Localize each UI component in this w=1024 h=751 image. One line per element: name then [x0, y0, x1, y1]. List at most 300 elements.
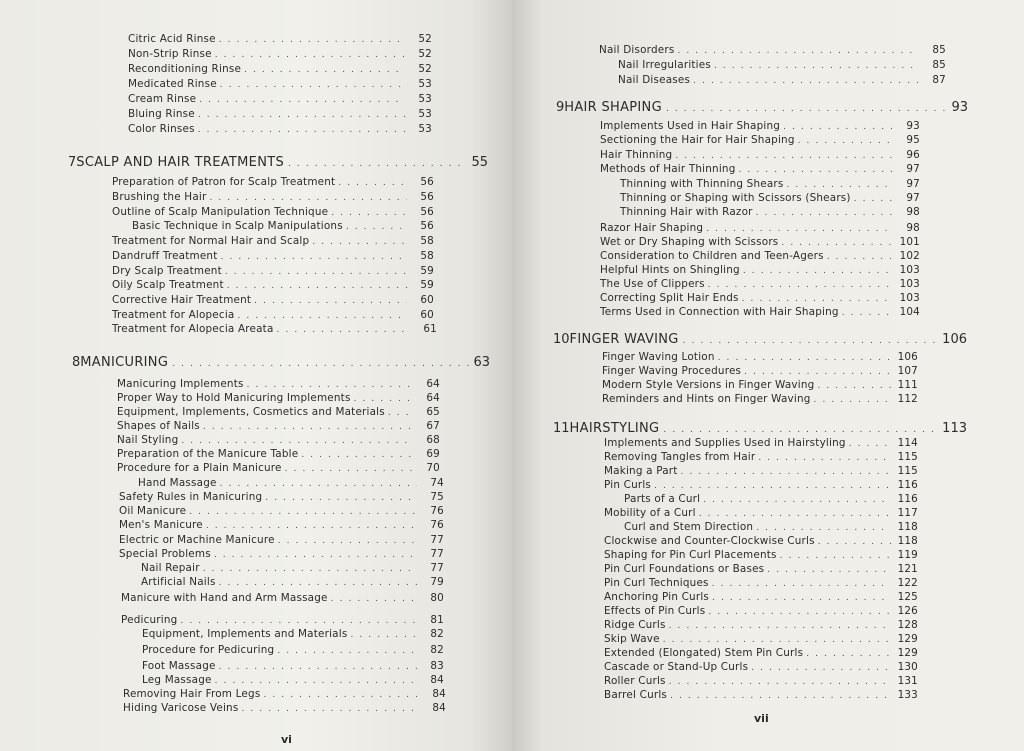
- toc-entry: [604, 451, 918, 465]
- entry-title: Shapes of Nails: [117, 420, 200, 432]
- entry-title: Procedure for Pedicuring: [142, 644, 275, 656]
- entry-title: Thinning or Shaping with Scissors (Shears): [620, 192, 851, 204]
- dot-leader: [780, 550, 891, 563]
- entry-title: Electric or Machine Manicure: [119, 534, 275, 546]
- dot-leader: [254, 295, 407, 308]
- entry-title: Pedicuring: [121, 614, 178, 626]
- entry-title: Preparation of Patron for Scalp Treatment: [112, 176, 336, 188]
- entry-title: Procedure for a Plain Manicure: [117, 462, 282, 474]
- dot-leader: [346, 221, 407, 234]
- entry-title: Hiding Varicose Veins: [123, 702, 239, 714]
- dot-leader: [338, 177, 407, 190]
- entry-page: 98: [906, 222, 920, 234]
- entry-title: Corrective Hair Treatment: [112, 294, 252, 306]
- entry-title: Modern Style Versions in Finger Waving: [602, 379, 815, 391]
- chapter-title: SCALP AND HAIR TREATMENTS: [76, 155, 285, 170]
- toc-entry: [600, 120, 920, 134]
- entry-page: 116: [897, 479, 918, 491]
- entry-page: 69: [426, 448, 440, 460]
- entry-page: 64: [426, 378, 440, 390]
- entry-page: 117: [897, 507, 918, 519]
- toc-entry: [121, 614, 444, 628]
- dot-leader: [669, 620, 891, 633]
- entry-page: 97: [906, 178, 920, 190]
- chapter-title: FINGER WAVING: [569, 332, 679, 347]
- entry-page: 97: [906, 192, 920, 204]
- dot-leader: [203, 421, 413, 434]
- dot-leader: [220, 79, 405, 92]
- dot-leader: [814, 394, 891, 407]
- dot-leader: [285, 463, 413, 476]
- entry-title: Removing Tangles from Hair: [604, 451, 756, 463]
- toc-entry: [117, 392, 440, 406]
- dot-leader: [215, 675, 417, 688]
- toc-entry: [624, 521, 918, 535]
- dot-leader: [817, 380, 891, 393]
- entry-title: Razor Hair Shaping: [600, 222, 704, 234]
- entry-page: 121: [897, 563, 918, 575]
- toc-entry: [121, 592, 444, 606]
- toc-entry: [604, 465, 918, 479]
- entry-page: 79: [430, 576, 444, 588]
- dot-leader: [669, 676, 891, 689]
- dot-leader: [756, 522, 891, 535]
- toc-entry: [604, 675, 918, 689]
- toc-entry: [112, 265, 434, 279]
- entry-title: Curl and Stem Direction: [624, 521, 754, 533]
- toc-entry: [604, 577, 918, 591]
- entry-page: 84: [432, 688, 446, 700]
- toc-entry: [117, 462, 440, 476]
- entry-title: Medicated Rinse: [128, 78, 217, 90]
- entry-page: 107: [897, 365, 918, 377]
- dot-leader: [206, 520, 417, 533]
- dot-leader: [693, 75, 919, 88]
- dot-leader: [278, 535, 417, 548]
- dot-leader: [180, 615, 417, 628]
- entry-page: 56: [420, 191, 434, 203]
- dot-leader: [783, 121, 893, 134]
- dot-leader: [683, 333, 939, 349]
- entry-title: Thinning with Thinning Shears: [620, 178, 784, 190]
- toc-entry: [600, 306, 920, 320]
- entry-page: 76: [430, 519, 444, 531]
- entry-title: The Use of Clippers: [600, 278, 705, 290]
- dot-leader: [718, 352, 891, 365]
- entry-page: 83: [430, 660, 444, 672]
- entry-page: 77: [430, 534, 444, 546]
- entry-title: Pin Curl Foundations or Bases: [604, 563, 765, 575]
- dot-leader: [666, 101, 948, 117]
- dot-leader: [663, 422, 938, 438]
- dot-leader: [675, 150, 893, 163]
- entry-title: Pin Curls: [604, 479, 652, 491]
- toc-entry: [117, 420, 440, 434]
- entry-page: 125: [897, 591, 918, 603]
- toc-entry: [123, 688, 446, 702]
- entry-title: Nail Styling: [117, 434, 179, 446]
- dot-leader: [219, 661, 417, 674]
- entry-title: Brushing the Hair: [112, 191, 207, 203]
- entry-title: Artificial Nails: [141, 576, 216, 588]
- entry-title: Nail Disorders: [599, 44, 675, 56]
- entry-page: 87: [932, 74, 946, 86]
- toc-entry: [117, 378, 440, 392]
- toc-entry: [602, 351, 918, 365]
- toc-entry: [600, 236, 920, 250]
- dot-leader: [214, 549, 417, 562]
- toc-entry: [112, 294, 434, 308]
- dot-leader: [787, 179, 894, 192]
- page-folio: vii: [754, 712, 769, 725]
- entry-title: Anchoring Pin Curls: [604, 591, 710, 603]
- entry-title: Wet or Dry Shaping with Scissors: [600, 236, 779, 248]
- dot-leader: [263, 689, 419, 702]
- dot-leader: [742, 293, 893, 306]
- dot-leader: [247, 379, 413, 392]
- dot-leader: [818, 536, 891, 549]
- entry-page: 64: [426, 392, 440, 404]
- toc-entry: [128, 93, 432, 107]
- dot-leader: [198, 109, 405, 122]
- chapter-page: 55: [471, 155, 488, 170]
- entry-page: 115: [897, 451, 918, 463]
- entry-page: 82: [430, 644, 444, 656]
- toc-entry: [141, 562, 444, 576]
- toc-entry: [112, 191, 434, 205]
- entry-title: Consideration to Children and Teen-Agers: [600, 250, 824, 262]
- toc-entry: [119, 519, 444, 533]
- entry-title: Reconditioning Rinse: [128, 63, 242, 75]
- toc-entry: [142, 644, 444, 658]
- entry-page: 122: [897, 577, 918, 589]
- dot-leader: [301, 449, 413, 462]
- entry-page: 81: [430, 614, 444, 626]
- entry-page: 130: [897, 661, 918, 673]
- dot-leader: [806, 648, 891, 661]
- entry-page: 112: [897, 393, 918, 405]
- dot-leader: [699, 508, 891, 521]
- dot-leader: [708, 279, 893, 292]
- dot-leader: [237, 310, 407, 323]
- entry-title: Skip Wave: [604, 633, 660, 645]
- entry-page: 116: [897, 493, 918, 505]
- entry-title: Foot Massage: [142, 660, 216, 672]
- entry-title: Treatment for Alopecia Areata: [112, 323, 274, 335]
- entry-title: Hand Massage: [138, 477, 217, 489]
- entry-title: Equipment, Implements, Cosmetics and Materials: [117, 406, 385, 418]
- entry-title: Safety Rules in Manicuring: [119, 491, 263, 503]
- toc-entry: [128, 33, 432, 47]
- dot-leader: [350, 629, 417, 642]
- dot-leader: [221, 251, 408, 264]
- toc-entry: [141, 576, 444, 590]
- dot-leader: [288, 156, 467, 172]
- toc-entry: [604, 689, 918, 703]
- toc-entry: [112, 323, 437, 337]
- entry-title: Reminders and Hints on Finger Waving: [602, 393, 811, 405]
- entry-page: 60: [420, 309, 434, 321]
- dot-leader: [220, 478, 417, 491]
- entry-page: 65: [426, 406, 440, 418]
- toc-entry: [599, 44, 946, 58]
- toc-entry: [112, 206, 434, 220]
- entry-page: 56: [420, 206, 434, 218]
- entry-page: 106: [897, 351, 918, 363]
- entry-page: 93: [906, 120, 920, 132]
- entry-page: 84: [430, 674, 444, 686]
- toc-entry: [600, 222, 920, 236]
- toc-entry: [620, 178, 920, 192]
- dot-leader: [265, 492, 417, 505]
- entry-page: 53: [418, 108, 432, 120]
- chapter-number: 9: [556, 100, 565, 115]
- chapter-page: 63: [473, 355, 490, 370]
- entry-page: 126: [897, 605, 918, 617]
- entry-title: Mobility of a Curl: [604, 507, 696, 519]
- toc-entry: [117, 448, 440, 462]
- entry-title: Barrel Curls: [604, 689, 668, 701]
- dot-leader: [198, 124, 405, 137]
- dot-leader: [714, 60, 919, 73]
- toc-entry: [117, 434, 440, 448]
- dot-leader: [670, 690, 891, 703]
- chapter-heading: [556, 100, 968, 117]
- toc-entry: [119, 548, 444, 562]
- toc-entry: [602, 365, 918, 379]
- entry-page: 56: [420, 176, 434, 188]
- dot-leader: [798, 135, 893, 148]
- entry-title: Oily Scalp Treatment: [112, 279, 224, 291]
- dot-leader: [181, 435, 413, 448]
- entry-page: 85: [932, 44, 946, 56]
- toc-entry: [618, 59, 946, 73]
- entry-page: 56: [420, 220, 434, 232]
- entry-page: 104: [899, 306, 920, 318]
- entry-page: 74: [430, 477, 444, 489]
- entry-page: 59: [420, 279, 434, 291]
- entry-page: 58: [420, 235, 434, 247]
- toc-entry: [604, 479, 918, 493]
- entry-title: Extended (Elongated) Stem Pin Curls: [604, 647, 804, 659]
- toc-entry: [604, 591, 918, 605]
- dot-leader: [739, 164, 893, 177]
- dot-leader: [744, 366, 891, 379]
- entry-page: 67: [426, 420, 440, 432]
- entry-page: 111: [897, 379, 918, 391]
- dot-leader: [767, 564, 891, 577]
- entry-title: Shaping for Pin Curl Placements: [604, 549, 777, 561]
- toc-entry: [132, 220, 434, 234]
- entry-page: 61: [423, 323, 437, 335]
- entry-title: Dandruff Treatment: [112, 250, 218, 262]
- entry-title: Proper Way to Hold Manicuring Implements: [117, 392, 351, 404]
- entry-page: 114: [897, 437, 918, 449]
- dot-leader: [331, 207, 407, 220]
- dot-leader: [712, 578, 891, 591]
- entry-page: 101: [899, 236, 920, 248]
- entry-page: 77: [430, 562, 444, 574]
- chapter-number: 10: [553, 332, 570, 347]
- entry-title: Pin Curl Techniques: [604, 577, 709, 589]
- dot-leader: [703, 494, 891, 507]
- dot-leader: [706, 223, 893, 236]
- entry-page: 60: [420, 294, 434, 306]
- entry-page: 128: [897, 619, 918, 631]
- toc-entry: [604, 507, 918, 521]
- entry-title: Hair Thinning: [600, 149, 673, 161]
- entry-page: 76: [430, 505, 444, 517]
- dot-leader: [244, 64, 405, 77]
- entry-title: Correcting Split Hair Ends: [600, 292, 739, 304]
- toc-entry: [600, 250, 920, 264]
- dot-leader: [388, 407, 413, 420]
- entry-title: Thinning Hair with Razor: [620, 206, 753, 218]
- dot-leader: [751, 662, 891, 675]
- entry-title: Nail Diseases: [618, 74, 691, 86]
- toc-entry: [128, 108, 432, 122]
- entry-page: 59: [420, 265, 434, 277]
- entry-title: Methods of Hair Thinning: [600, 163, 736, 175]
- entry-page: 52: [418, 48, 432, 60]
- entry-page: 84: [432, 702, 446, 714]
- entry-title: Manicure with Hand and Arm Massage: [121, 592, 328, 604]
- entry-page: 82: [430, 628, 444, 640]
- entry-page: 131: [897, 675, 918, 687]
- toc-entry: [600, 278, 920, 292]
- entry-title: Special Problems: [119, 548, 211, 560]
- chapter-page: 93: [951, 100, 968, 115]
- entry-title: Ridge Curls: [604, 619, 666, 631]
- dot-leader: [654, 480, 891, 493]
- dot-leader: [849, 438, 891, 451]
- entry-page: 68: [426, 434, 440, 446]
- entry-title: Citric Acid Rinse: [128, 33, 216, 45]
- entry-title: Oil Manicure: [119, 505, 187, 517]
- entry-title: Parts of a Curl: [624, 493, 701, 505]
- entry-page: 103: [899, 278, 920, 290]
- entry-title: Effects of Pin Curls: [604, 605, 706, 617]
- toc-entry: [600, 134, 920, 148]
- toc-entry: [604, 563, 918, 577]
- toc-entry: [112, 309, 434, 323]
- toc-entry: [620, 206, 920, 220]
- entry-title: Finger Waving Procedures: [602, 365, 742, 377]
- entry-title: Terms Used in Connection with Hair Shaping: [600, 306, 839, 318]
- chapter-heading: [72, 355, 490, 372]
- entry-page: 129: [897, 633, 918, 645]
- entry-title: Clockwise and Counter-Clockwise Curls: [604, 535, 815, 547]
- right-page: [512, 0, 1024, 751]
- chapter-heading: [68, 155, 488, 172]
- entry-title: Preparation of the Manicure Table: [117, 448, 299, 460]
- dot-leader: [712, 592, 891, 605]
- entry-page: 102: [899, 250, 920, 262]
- toc-entry: [604, 535, 918, 549]
- entry-title: Removing Hair From Legs: [123, 688, 261, 700]
- entry-page: 52: [418, 33, 432, 45]
- entry-page: 85: [932, 59, 946, 71]
- entry-page: 115: [897, 465, 918, 477]
- dot-leader: [312, 236, 407, 249]
- toc-entry: [620, 192, 920, 206]
- entry-page: 97: [906, 163, 920, 175]
- dot-leader: [677, 45, 919, 58]
- dot-leader: [758, 452, 891, 465]
- toc-entry: [600, 163, 920, 177]
- entry-page: 80: [430, 592, 444, 604]
- entry-page: 53: [418, 78, 432, 90]
- toc-entry: [119, 505, 444, 519]
- toc-entry: [604, 633, 918, 647]
- toc-entry: [624, 493, 918, 507]
- entry-page: 118: [897, 521, 918, 533]
- entry-title: Manicuring Implements: [117, 378, 244, 390]
- entry-page: 103: [899, 292, 920, 304]
- chapter-page: 113: [942, 421, 967, 436]
- toc-entry: [600, 264, 920, 278]
- dot-leader: [241, 703, 419, 716]
- entry-title: Roller Curls: [604, 675, 666, 687]
- dot-leader: [331, 593, 417, 606]
- entry-title: Treatment for Alopecia: [112, 309, 235, 321]
- entry-title: Treatment for Normal Hair and Scalp: [112, 235, 310, 247]
- entry-title: Implements and Supplies Used in Hairstyling: [604, 437, 846, 449]
- dot-leader: [219, 577, 417, 590]
- toc-entry: [604, 549, 918, 563]
- chapter-page: 106: [942, 332, 967, 347]
- chapter-title: MANICURING: [80, 355, 169, 370]
- entry-title: Nail Repair: [141, 562, 200, 574]
- entry-title: Outline of Scalp Manipulation Technique: [112, 206, 329, 218]
- chapter-number: 11: [553, 421, 570, 436]
- toc-entry: [138, 477, 444, 491]
- chapter-number: 7: [68, 155, 77, 170]
- dot-leader: [708, 606, 891, 619]
- chapter-title: HAIRSTYLING: [569, 421, 660, 436]
- toc-entry: [604, 605, 918, 619]
- entry-title: Cascade or Stand-Up Curls: [604, 661, 749, 673]
- dot-leader: [189, 506, 417, 519]
- entry-page: 103: [899, 264, 920, 276]
- toc-entry: [123, 702, 446, 716]
- entry-page: 96: [906, 149, 920, 161]
- dot-leader: [227, 280, 407, 293]
- entry-page: 70: [426, 462, 440, 474]
- entry-page: 77: [430, 548, 444, 560]
- entry-title: Sectioning the Hair for Hair Shaping: [600, 134, 795, 146]
- toc-entry: [142, 628, 444, 642]
- dot-leader: [199, 94, 405, 107]
- entry-title: Color Rinses: [128, 123, 195, 135]
- dot-leader: [681, 466, 891, 479]
- toc-entry: [602, 379, 918, 393]
- toc-entry: [600, 292, 920, 306]
- toc-entry: [112, 279, 434, 293]
- toc-entry: [600, 149, 920, 163]
- dot-leader: [277, 324, 410, 337]
- entry-page: 129: [897, 647, 918, 659]
- dot-leader: [225, 266, 407, 279]
- entry-title: Non-Strip Rinse: [128, 48, 212, 60]
- toc-entry: [128, 78, 432, 92]
- entry-title: Implements Used in Hair Shaping: [600, 120, 781, 132]
- page-folio: vi: [281, 733, 292, 746]
- toc-entry: [119, 534, 444, 548]
- dot-leader: [215, 49, 405, 62]
- entry-page: 118: [897, 535, 918, 547]
- toc-entry: [604, 437, 918, 451]
